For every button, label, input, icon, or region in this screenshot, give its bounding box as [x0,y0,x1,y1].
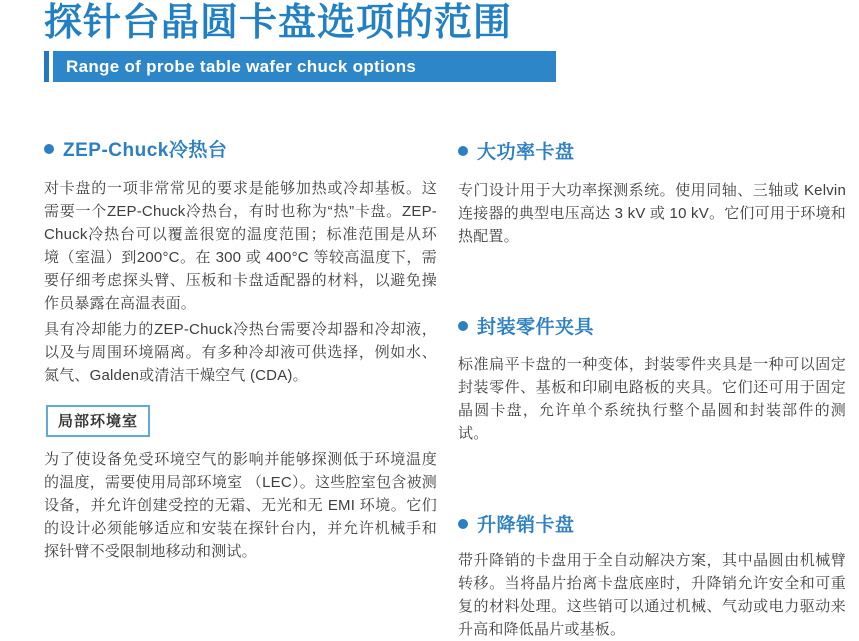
subtitle-banner [53,51,556,82]
section-heading-label: 大功率卡盘 [477,142,575,163]
section-heading-label: 升降销卡盘 [477,515,575,536]
lec-paragraph: 为了使设备免受环境空气的影响并能够探测低于环境温度的温度，需要使用局部环境室 （LEC）。这些腔室包含被测设备，并允许创建受控的无霜、无光和无 EMI 环境。它们的设计必须能够适应和安装在探针台内，并允许机械手和探针臂不受限制地移动和测试。 [44,451,437,560]
packaged-parts-paragraph: 标准扁平卡盘的一种变体，封装零件夹具是一种可以固定封装零件、基板和印刷电路板的夹具。它们还可用于固定晶圆卡盘，允许单个系统执行整个晶圆和封装部件的测试。 [458,356,846,442]
zep-chuck-paragraph-2: 具有冷却能力的ZEP-Chuck冷热台需要冷却器和冷却液，以及与周围环境隔离。有多种冷却液可供选择，例如水、氮气、Galden或清洁干燥空气 (CDA)。 [44,321,437,384]
bullet-icon [458,146,468,156]
bullet-icon [458,321,468,331]
page-title: 探针台晶圆卡盘选项的范围 [44,2,513,44]
bullet-icon [44,144,54,154]
banner-accent-bar [44,51,49,82]
section-heading-lift-pin [458,510,846,537]
section-heading-label: 封装零件夹具 [477,317,595,338]
section-heading-high-power [458,137,846,164]
lift-pin-paragraph: 带升降销的卡盘用于全自动解决方案，其中晶圆由机械臂转移。当将晶片抬离卡盘底座时，升降销允许安全和可重复的材料处理。这些销可以通过机械、气动或电力驱动来升高和降低晶片或基板。 [458,552,846,638]
bullet-icon [458,519,468,529]
high-power-paragraph: 专门设计用于大功率探测系统。使用同轴、三轴或 Kelvin 连接器的典型电压高达 3 kV 或 10 kV。它们可用于环境和热配置。 [458,182,846,245]
section-heading-label: ZEP-Chuck冷热台 [63,140,228,161]
section-heading-packaged-parts [458,312,846,339]
zep-chuck-paragraph-1: 对卡盘的一项非常常见的要求是能够加热或冷却基板。这需要一个ZEP-Chuck冷热台，有时也称为“热”卡盘。ZEP-Chuck冷热台可以覆盖很宽的温度范围；标准范围是从环境（室温）到200°C。在 300 或 400°C 等较高温度下，需要仔细考虑探头臂、压板和卡盘适配器的材料，以避免操作员暴露在高温表面。 [44,180,437,312]
subtitle-text: Range of probe table wafer chuck options [66,56,417,76]
local-environment-chamber-box [46,405,150,437]
local-environment-chamber-label: 局部环境室 [46,405,150,437]
section-heading-zep-chuck [44,135,437,162]
